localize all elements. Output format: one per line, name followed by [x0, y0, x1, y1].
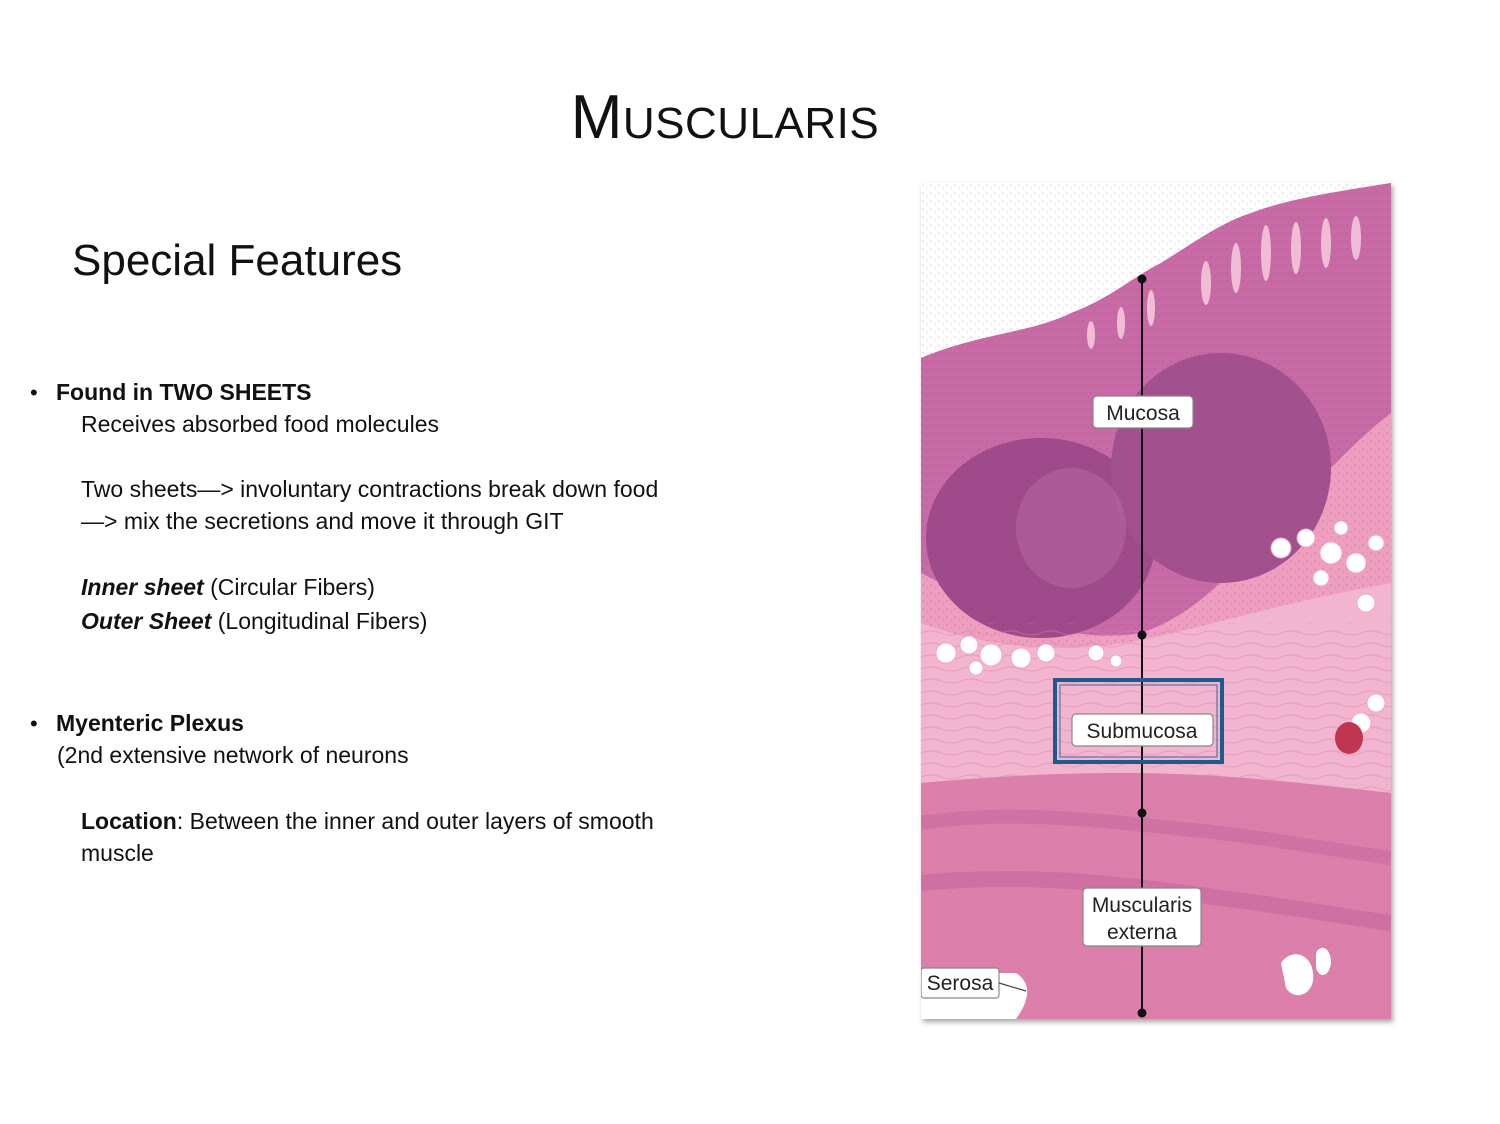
submucosa-label	[1072, 714, 1213, 746]
inner-sheet-line	[81, 571, 375, 604]
inner-sheet-label: Inner sheet	[81, 574, 204, 600]
bullet-two-sheets	[30, 376, 312, 410]
mucosa-label	[1093, 396, 1193, 428]
title-rest: USCULARIS	[622, 99, 880, 148]
bullet-text: —> mix the secretions and move it through GIT	[81, 508, 564, 534]
bullet-text: Two sheets—> involuntary contractions break down food	[81, 476, 659, 502]
outer-sheet-label: Outer Sheet	[81, 608, 212, 634]
inner-sheet-text: (Circular Fibers)	[203, 574, 375, 600]
outer-sheet-line	[81, 605, 427, 638]
location-text: : Between the inner and outer layers of smooth	[176, 808, 654, 834]
outer-sheet-text: (Longitudinal Fibers)	[211, 608, 428, 634]
location-text-cont: muscle	[81, 840, 154, 866]
location-label: Location	[81, 808, 177, 834]
title-initial: M	[570, 83, 623, 152]
svg-text:Muscularis: Muscularis	[1091, 894, 1193, 917]
slide-title	[0, 82, 1450, 153]
bullet-heading: Myenteric Plexus	[56, 710, 244, 736]
bullet-dot: •	[30, 711, 38, 736]
svg-text:Mucosa: Mucosa	[1106, 402, 1180, 425]
bullet-text: (2nd extensive network of neurons	[57, 742, 409, 768]
bullet-myenteric-plexus	[30, 707, 244, 741]
bullet-text: Receives absorbed food molecules	[81, 411, 439, 437]
bullet-heading: Found in TWO SHEETS	[56, 379, 312, 405]
bullet-dot: •	[30, 380, 38, 405]
histology-image	[921, 183, 1391, 1019]
svg-text:externa: externa	[1106, 921, 1178, 944]
muscularis-externa-label	[1083, 888, 1201, 946]
svg-text:Serosa: Serosa	[926, 972, 994, 995]
subtitle: Special Features	[72, 236, 403, 285]
svg-text:Submucosa: Submucosa	[1086, 720, 1198, 743]
location-line	[81, 805, 654, 838]
